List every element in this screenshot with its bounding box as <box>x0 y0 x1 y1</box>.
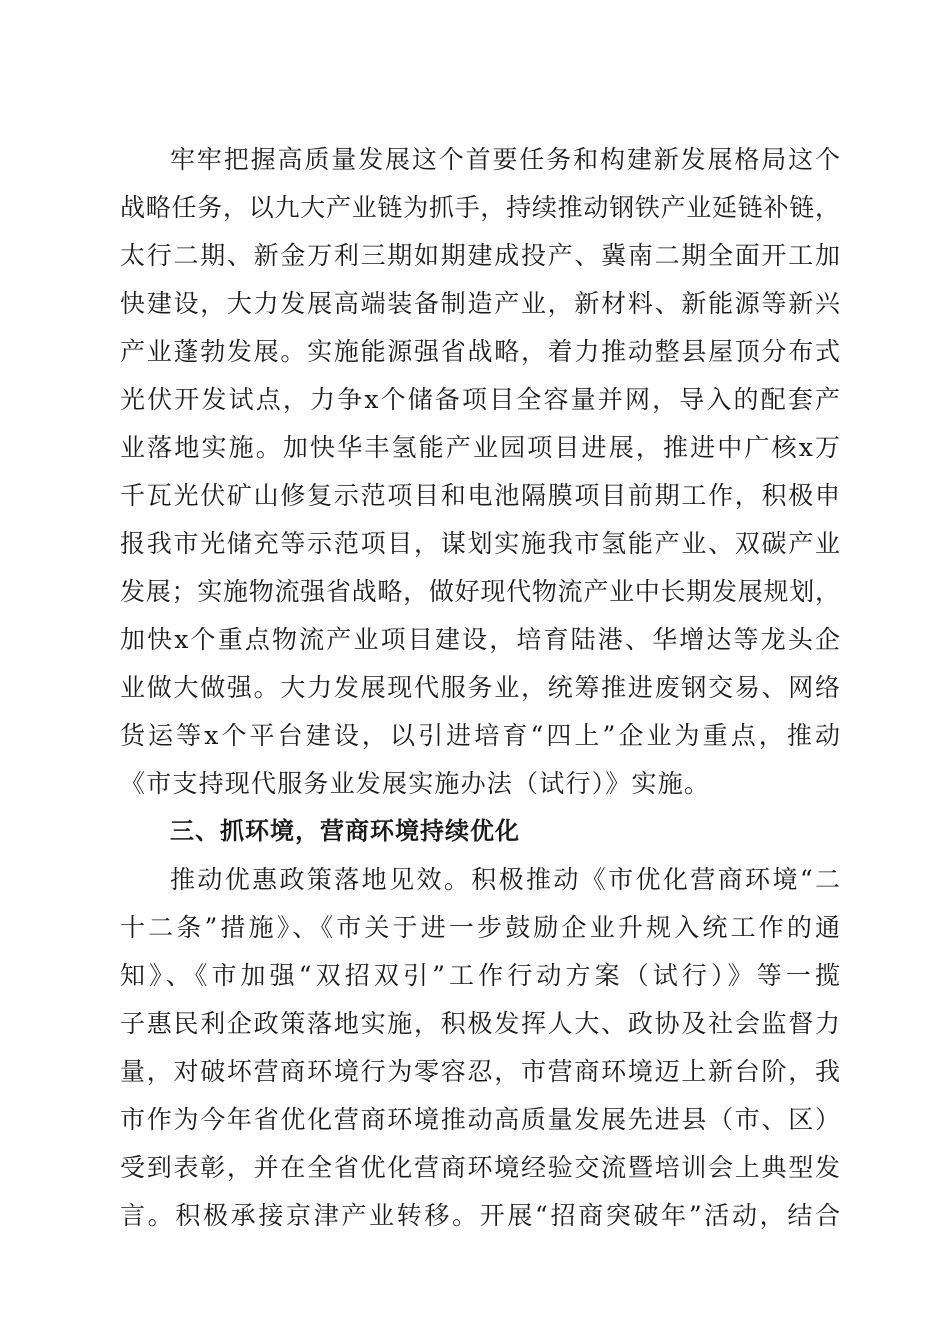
paragraph-2-line-1: 推动优惠政策落地见效。积极推动《市优化营商环境“二 <box>170 865 840 894</box>
paragraph-1-line-12: 业做大做强。大力发展现代服务业，统筹推进废钢交易、网络 <box>120 673 840 702</box>
paragraph-2-line-6: 市作为今年省优化营商环境推动高质量发展先进县（市、区） <box>120 1105 840 1134</box>
paragraph-2-line-5: 量，对破坏营商环境行为零容忍，市营商环境迈上新台阶，我 <box>120 1057 840 1086</box>
paragraph-1-line-10: 发展；实施物流强省战略，做好现代物流产业中长期发展规划， <box>120 577 840 606</box>
paragraph-1-line-2: 战略任务，以九大产业链为抓手，持续推动钢铁产业延链补链， <box>120 193 840 222</box>
paragraph-2-line-7: 受到表彰，并在全省优化营商环境经验交流暨培训会上典型发 <box>120 1153 840 1182</box>
paragraph-1-line-6: 光伏开发试点，力争x个储备项目全容量并网，导入的配套产 <box>120 385 840 414</box>
paragraph-1-line-13: 货运等x个平台建设，以引进培育“四上”企业为重点，推动 <box>120 721 840 750</box>
paragraph-2-line-2: 十二条”措施》、《市关于进一步鼓励企业升规入统工作的通 <box>120 913 840 942</box>
paragraph-1-line-3: 太行二期、新金万利三期如期建成投产、冀南二期全面开工加 <box>120 241 840 270</box>
paragraph-2-line-4: 子惠民利企政策落地实施，积极发挥人大、政协及社会监督力 <box>120 1009 840 1038</box>
paragraph-1-line-11: 加快x个重点物流产业项目建设，培育陆港、华增达等龙头企 <box>120 625 840 654</box>
paragraph-1-line-9: 报我市光储充等示范项目，谋划实施我市氢能产业、双碳产业 <box>120 529 840 558</box>
paragraph-1-line-1: 牢牢把握高质量发展这个首要任务和构建新发展格局这个 <box>170 145 840 174</box>
paragraph-1-line-14: 《市支持现代服务业发展实施办法（试行）》实施。 <box>120 769 711 798</box>
paragraph-1-line-8: 千瓦光伏矿山修复示范项目和电池隔膜项目前期工作，积极申 <box>120 481 840 510</box>
paragraph-2-line-8: 言。积极承接京津产业转移。开展“招商突破年”活动，结合 <box>120 1201 840 1230</box>
paragraph-2-line-3: 知》、《市加强“双招双引”工作行动方案（试行）》等一揽 <box>120 961 840 990</box>
paragraph-1-line-4: 快建设，大力发展高端装备制造产业，新材料、新能源等新兴 <box>120 289 840 318</box>
paragraph-1-line-7: 业落地实施。加快华丰氢能产业园项目进展，推进中广核x万 <box>120 433 840 462</box>
paragraph-1-line-5: 产业蓬勃发展。实施能源强省战略，着力推动整县屋顶分布式 <box>120 337 840 366</box>
section-heading: 三、抓环境，营商环境持续优化 <box>170 817 520 845</box>
